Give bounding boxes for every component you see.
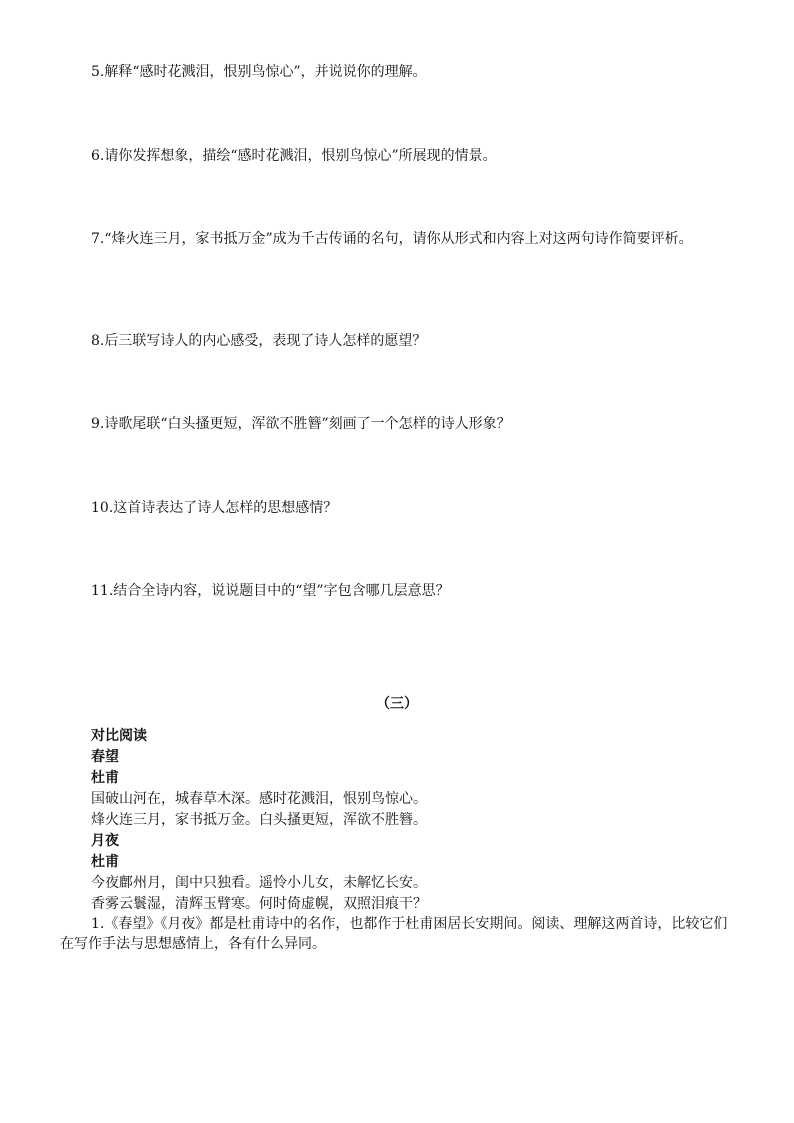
section-heading: 对比阅读 bbox=[91, 728, 147, 744]
question-10: 10.这首诗表达了诗人怎样的思想感情？ bbox=[91, 500, 338, 516]
question-11: 11.结合全诗内容，说说题目中的“望”字包含哪几层意思？ bbox=[91, 583, 450, 599]
poem-1-author: 杜甫 bbox=[91, 770, 119, 786]
section-title: （三） bbox=[376, 696, 418, 712]
poem-1-line-2: 烽火连三月，家书抵万金。白头搔更短，浑欲不胜簪。 bbox=[91, 812, 427, 828]
question-5: 5.解释“感时花溅泪，恨别鸟惊心”，并说说你的理解。 bbox=[91, 64, 427, 80]
question-8: 8.后三联写诗人的内心感受，表现了诗人怎样的愿望？ bbox=[91, 333, 427, 349]
question-9: 9.诗歌尾联“白头搔更短，浑欲不胜簪”刻画了一个怎样的诗人形象？ bbox=[91, 416, 511, 432]
poem-1-title: 春望 bbox=[91, 749, 119, 765]
poem-2-line-2: 香雾云鬟湿，清辉玉臂寒。何时倚虚幌，双照泪痕干？ bbox=[91, 896, 427, 912]
question-7: 7.“烽火连三月，家书抵万金”成为千古传诵的名句，请你从形式和内容上对这两句诗作简要评析。 bbox=[91, 231, 693, 247]
question-6: 6.请你发挥想象，描绘“感时花溅泪，恨别鸟惊心”所展现的情景。 bbox=[91, 148, 497, 164]
poem-2-author: 杜甫 bbox=[91, 854, 119, 870]
poem-2-title: 月夜 bbox=[91, 833, 119, 849]
comparison-question-1: 1.《春望》《月夜》都是杜甫诗中的名作，也都作于杜甫困居长安期间。阅读、理解这两首诗，比较它们在写作手法与思想感情上，各有什么异同。 bbox=[60, 916, 728, 952]
poem-1-line-1: 国破山河在，城春草木深。感时花溅泪，恨别鸟惊心。 bbox=[91, 791, 427, 807]
poem-2-line-1: 今夜鄜州月，闺中只独看。遥怜小儿女，未解忆长安。 bbox=[91, 875, 427, 891]
